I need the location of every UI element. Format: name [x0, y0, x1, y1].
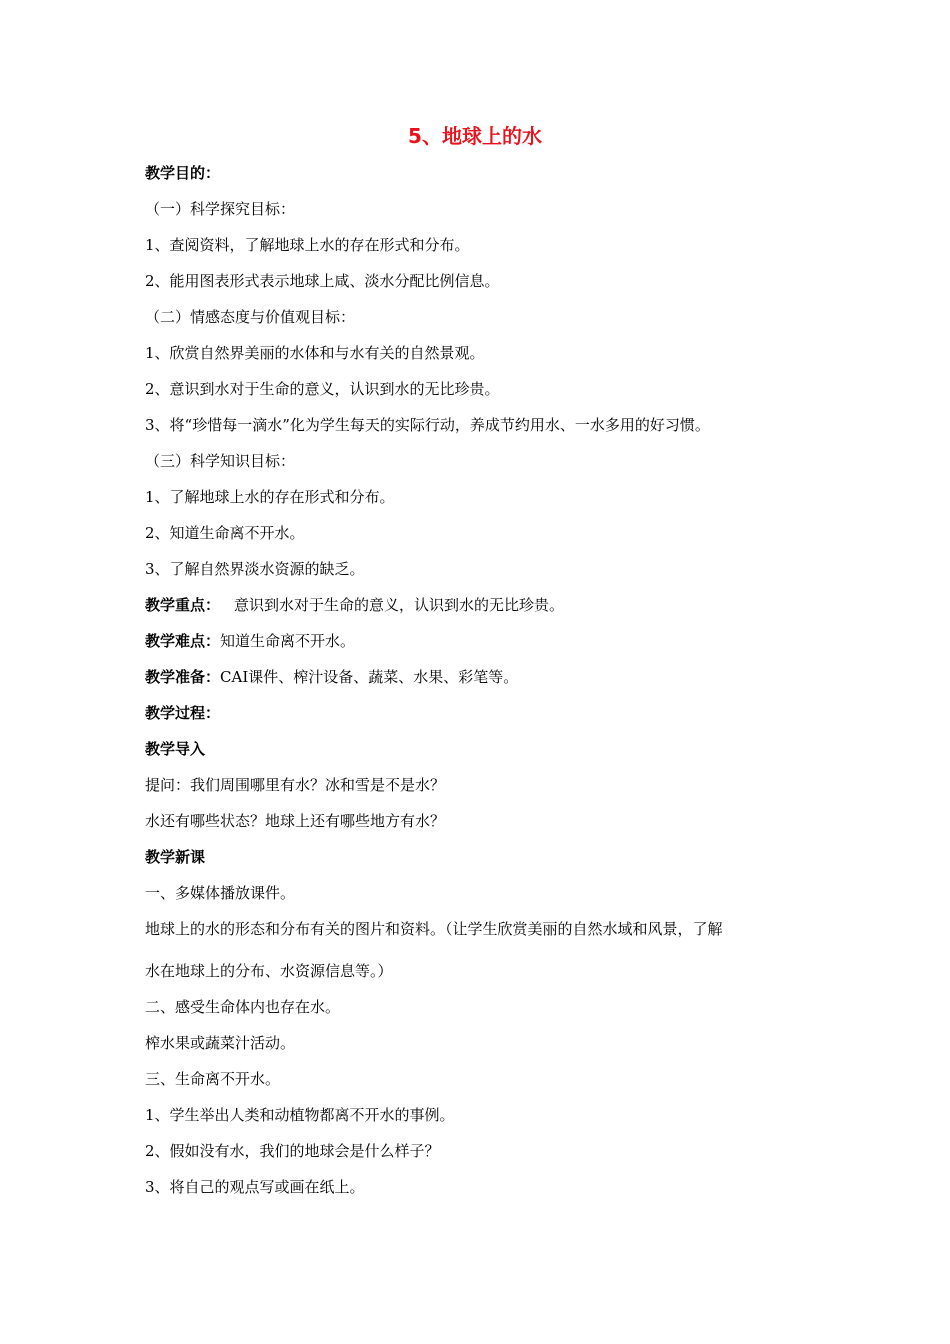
preparation-text: CAI课件、榨汁设备、蔬菜、水果、彩笔等。	[220, 668, 519, 686]
intro-line: 水还有哪些状态？地球上还有哪些地方有水？	[145, 812, 446, 830]
part1-text-line2: 水在地球上的分布、水资源信息等。）	[145, 962, 393, 980]
document-title: 5、地球上的水	[408, 124, 542, 148]
section1-heading: （一）科学探究目标：	[145, 200, 296, 218]
section3-item: 2、知道生命离不开水。	[145, 524, 305, 542]
objectives-heading: 教学目的：	[145, 164, 221, 182]
section2-item: 2、意识到水对于生命的意义，认识到水的无比珍贵。	[145, 380, 500, 398]
difficult-point-row	[145, 628, 825, 664]
part3-item: 3、将自己的观点写或画在纸上。	[145, 1178, 365, 1196]
key-point-text: 意识到水对于生命的意义，认识到水的无比珍贵。	[234, 596, 565, 614]
process-heading: 教学过程：	[145, 704, 221, 722]
key-point-label: 教学重点：	[145, 596, 221, 614]
key-point-row	[145, 592, 825, 628]
difficult-point-text: 知道生命离不开水。	[220, 632, 356, 650]
section1-item: 1、查阅资料，了解地球上水的存在形式和分布。	[145, 236, 470, 254]
section2-item: 3、将“珍惜每一滴水”化为学生每天的实际行动，养成节约用水、一水多用的好习惯。	[145, 416, 710, 434]
section2-heading: （二）情感态度与价值观目标：	[145, 308, 356, 326]
section3-heading: （三）科学知识目标：	[145, 452, 296, 470]
part3-item: 1、学生举出人类和动植物都离不开水的事例。	[145, 1106, 455, 1124]
document-body	[145, 160, 825, 1210]
section3-item: 1、了解地球上水的存在形式和分布。	[145, 488, 395, 506]
intro-heading: 教学导入	[145, 740, 206, 758]
section2-item: 1、欣赏自然界美丽的水体和与水有关的自然景观。	[145, 344, 485, 362]
preparation-label: 教学准备：	[145, 668, 221, 686]
part2-text: 榨水果或蔬菜汁活动。	[145, 1034, 296, 1052]
part1-text-line1: 地球上的水的形态和分布有关的图片和资料。（让学生欣赏美丽的自然水域和风景，了解	[145, 920, 723, 938]
part1-heading: 一、多媒体播放课件。	[145, 884, 296, 902]
section3-item: 3、了解自然界淡水资源的缺乏。	[145, 560, 365, 578]
intro-line: 提问：我们周围哪里有水？冰和雪是不是水？	[145, 776, 446, 794]
preparation-row	[145, 664, 825, 700]
part3-heading: 三、生命离不开水。	[145, 1070, 281, 1088]
difficult-point-label: 教学难点：	[145, 632, 221, 650]
new-lesson-heading: 教学新课	[145, 848, 206, 866]
part2-heading: 二、感受生命体内也存在水。	[145, 998, 341, 1016]
part3-item: 2、假如没有水，我们的地球会是什么样子？	[145, 1142, 440, 1160]
section1-item: 2、能用图表形式表示地球上咸、淡水分配比例信息。	[145, 272, 500, 290]
